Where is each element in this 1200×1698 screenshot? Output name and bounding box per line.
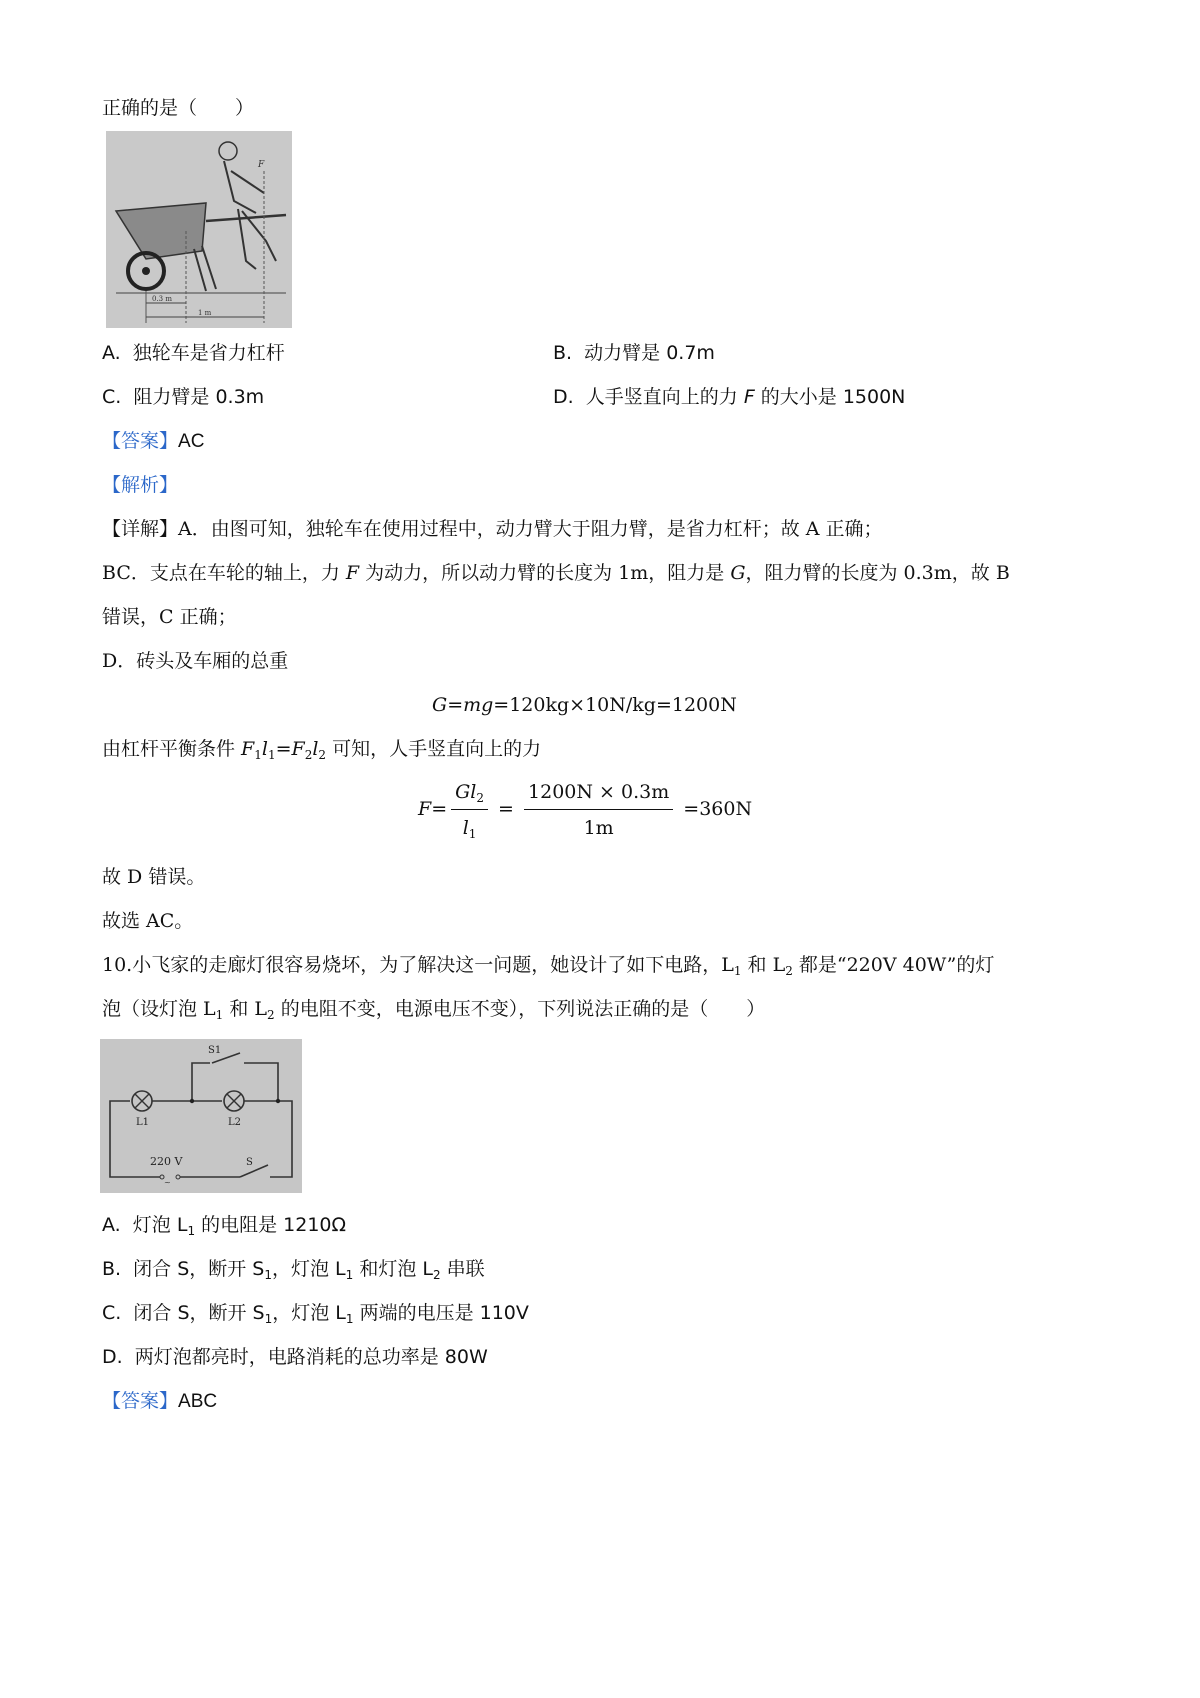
option-text: 动力臂是 0.7m <box>584 342 715 364</box>
option-sub: 1 <box>345 1268 354 1282</box>
q10-stem-line1 <box>102 952 994 978</box>
q9-detail-p1 <box>102 516 883 542</box>
eq-var: F <box>418 798 432 820</box>
option-key: A. <box>102 1214 121 1236</box>
option-key: B. <box>553 342 573 364</box>
detail-sub: 2 <box>318 748 327 762</box>
frac-denominator: 1m <box>583 817 614 839</box>
q9-detail-p4: D．砖头及车厢的总重 <box>102 650 289 672</box>
detail-text: ，阻力臂的长度为 0.3m，故 B <box>745 562 1010 584</box>
q9-equation-2 <box>418 778 752 842</box>
frac-denominator: l <box>462 817 469 839</box>
q9-option-c <box>102 384 264 410</box>
stem-text: 10.小飞家的走廊灯很容易烧坏，为了解决这一问题，她设计了如下电路，L <box>102 954 734 976</box>
option-text: 的电阻是 1210Ω <box>195 1214 347 1236</box>
analysis-tag: 【解析】 <box>102 474 179 496</box>
wheelbarrow-figure <box>106 131 292 328</box>
q9-detail-p6: 故 D 错误。 <box>102 866 206 888</box>
stem-sub: 2 <box>785 964 793 978</box>
stem-sub: 2 <box>267 1008 275 1022</box>
q9-detail-p5 <box>102 736 541 762</box>
detail-text: A．由图可知，独轮车在使用过程中，动力臂大于阻力臂，是省力杠杆；故 A 正确； <box>178 518 883 540</box>
stem-sub: 1 <box>215 1008 224 1022</box>
eq-result: =360N <box>677 798 753 820</box>
frac-sub: 1 <box>468 827 477 841</box>
q10-answer <box>102 1388 217 1415</box>
figure-label-dist2: 1 m <box>198 309 212 317</box>
q9-option-b <box>553 340 715 366</box>
eq-sign: = <box>431 798 448 820</box>
label-l2: L2 <box>228 1117 242 1128</box>
option-text-italic: F <box>743 386 755 408</box>
option-sub: 1 <box>187 1224 196 1238</box>
q10-stem-line2 <box>102 996 765 1022</box>
answer-value: ABC <box>178 1391 218 1412</box>
q9-answer <box>102 428 204 455</box>
figure-label-f: F <box>258 160 265 170</box>
option-text: 独轮车是省力杠杆 <box>132 342 285 364</box>
stem-text: 和 L <box>223 998 268 1020</box>
q10-option-c <box>102 1300 529 1326</box>
q9-equation-1 <box>432 692 737 718</box>
q9-detail-p7: 故选 AC。 <box>102 910 194 932</box>
option-key: B. <box>102 1258 122 1280</box>
q10-option-b <box>102 1256 485 1282</box>
option-text: ，灯泡 L <box>272 1302 346 1324</box>
option-sub: 2 <box>432 1268 441 1282</box>
label-s: S <box>246 1157 253 1168</box>
stem-text: 的电阻不变，电源电压不变），下列说法正确的是（ ） <box>274 998 766 1020</box>
eq-text: =120kg×10N/kg=1200N <box>493 694 737 716</box>
label-voltage: 220 V <box>150 1155 183 1168</box>
option-text: 人手竖直向上的力 <box>585 386 744 408</box>
option-text: 灯泡 L <box>132 1214 188 1236</box>
q9-detail-p2 <box>102 560 1010 586</box>
q9-detail-p3: 错误，C 正确； <box>102 606 237 628</box>
q9-analysis <box>102 472 178 498</box>
stem-text: 泡（设灯泡 L <box>102 998 216 1020</box>
fraction-1 <box>451 778 488 842</box>
wheelbarrow-illustration <box>106 131 292 328</box>
detail-var: G <box>730 562 746 584</box>
answer-tag: 【答案】 <box>102 1390 179 1412</box>
option-key: C. <box>102 386 122 408</box>
figure-label-dist1: 0.3 m <box>152 295 172 303</box>
frac-numerator: Gl <box>455 781 477 803</box>
eq-sign: = <box>492 798 521 820</box>
q10-option-d <box>102 1344 488 1370</box>
option-text: 和灯泡 L <box>353 1258 433 1280</box>
detail-text: 可知，人手竖直向上的力 <box>326 738 542 760</box>
option-text: 串联 <box>440 1258 485 1280</box>
detail-text: 由杠杆平衡条件 <box>102 738 242 760</box>
detail-text: BC．支点在车轮的轴上，力 <box>102 562 346 584</box>
detail-text: 为动力，所以动力臂的长度为 1m，阻力是 <box>359 562 731 584</box>
q9-stem-end: 正确的是（ ） <box>102 97 255 119</box>
option-key: C. <box>102 1302 122 1324</box>
fraction-2 <box>524 778 673 842</box>
detail-var: F <box>345 562 360 584</box>
eq-var: G <box>432 694 448 716</box>
answer-tag: 【答案】 <box>102 430 179 452</box>
option-sub: 1 <box>264 1312 273 1326</box>
detail-var: l <box>261 738 268 760</box>
q10-option-a <box>102 1212 346 1238</box>
detail-sub: 1 <box>254 748 262 762</box>
answer-value: AC <box>178 431 205 452</box>
stem-text: 和 L <box>741 954 786 976</box>
frac-sub: 2 <box>476 791 485 805</box>
eq-var: mg <box>463 694 494 716</box>
option-text: 两灯泡都亮时，电路消耗的总功率是 80W <box>134 1346 488 1368</box>
option-key: D. <box>553 386 574 408</box>
detail-tag: 【详解】 <box>102 518 179 540</box>
q9-option-a <box>102 340 285 366</box>
detail-var: F <box>291 738 305 760</box>
frac-numerator: 1200N × 0.3m <box>524 778 673 810</box>
q9-option-d <box>553 384 905 410</box>
option-sub: 1 <box>345 1312 354 1326</box>
ac-symbol-icon: ~ <box>164 1178 171 1187</box>
circuit-diagram <box>100 1039 302 1193</box>
detail-sub: 1 <box>267 748 276 762</box>
circuit-figure <box>100 1039 302 1193</box>
stem-text: 都是“220V 40W”的灯 <box>792 954 995 976</box>
detail-var: l <box>312 738 319 760</box>
option-text: ，灯泡 L <box>272 1258 346 1280</box>
detail-sign: = <box>275 738 292 760</box>
option-text: 阻力臂是 0.3m <box>133 386 265 408</box>
option-text: 闭合 S，断开 S <box>133 1258 265 1280</box>
label-s1: S1 <box>208 1045 222 1056</box>
option-text: 闭合 S，断开 S <box>133 1302 265 1324</box>
option-key: A. <box>102 342 121 364</box>
option-text: 两端的电压是 110V <box>353 1302 529 1324</box>
option-key: D. <box>102 1346 123 1368</box>
detail-var: F <box>241 738 255 760</box>
option-text: 的大小是 1500N <box>754 386 906 408</box>
stem-sub: 1 <box>733 964 742 978</box>
detail-sub: 2 <box>304 748 313 762</box>
label-l1: L1 <box>136 1117 150 1128</box>
option-sub: 1 <box>264 1268 273 1282</box>
eq-sign: = <box>447 694 464 716</box>
